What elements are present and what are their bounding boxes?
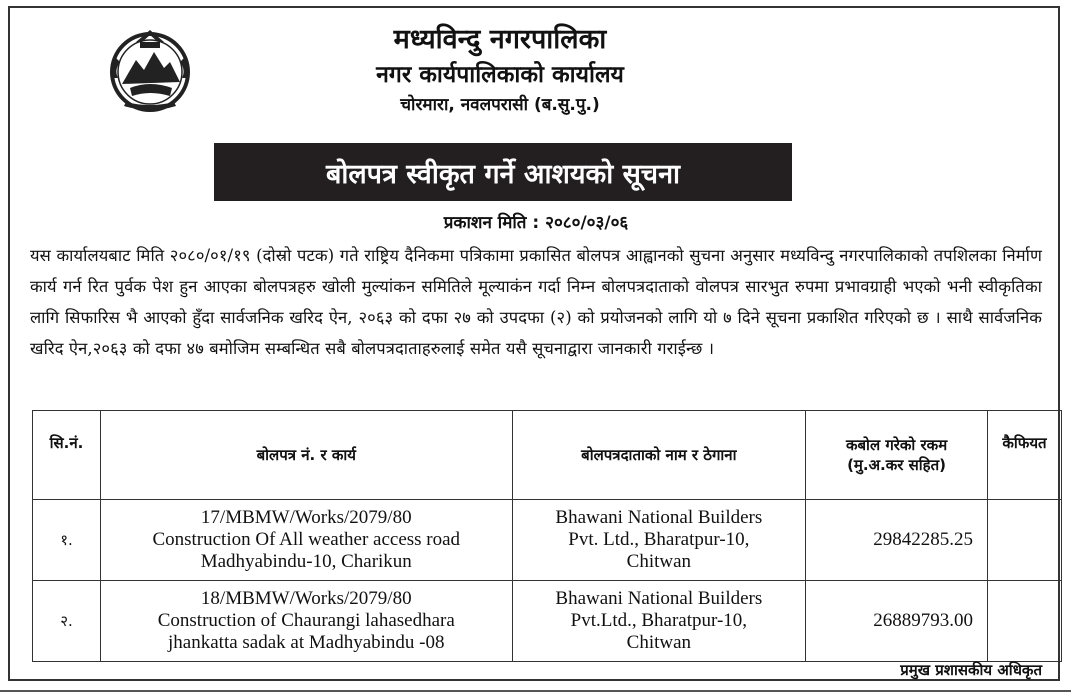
row-serial-number: २. — [33, 581, 101, 662]
organization-name: मध्यविन्दु नगरपालिका — [393, 24, 607, 55]
row-serial-number: १. — [33, 500, 101, 581]
row-bid-number: 18/MBMW/Works/2079/80 — [200, 588, 412, 609]
page-bottom-rule — [0, 690, 1071, 692]
nepal-government-emblem-icon — [100, 22, 200, 114]
row-work-line2: jhankatta sadak at Madhyabindu -08 — [168, 632, 445, 653]
row-bidder-line2: Pvt. Ltd., Bharatpur-10, — [568, 529, 750, 550]
publication-date-line — [10, 210, 1062, 233]
bid-table — [32, 410, 1062, 662]
header-bidder: बोलपत्रदाताको नाम र ठेगाना — [512, 411, 806, 500]
row-remarks — [988, 581, 1062, 662]
office-address: चोरमारा, नवलपरासी (ब.सु.पु.) — [400, 95, 600, 115]
row-bidder-line2: Pvt.Ltd., Bharatpur-10, — [570, 610, 748, 631]
notice-frame — [8, 6, 1060, 681]
row-bidder — [512, 500, 806, 581]
header-amount — [806, 411, 988, 500]
row-amount: 26889793.00 — [806, 581, 988, 662]
header-amount-line1: कबोल गरेको रकम — [845, 436, 948, 454]
table-header-row — [33, 411, 1062, 500]
publication-date-label: प्रकाशन मिति — [443, 213, 527, 233]
row-amount: 29842285.25 — [806, 500, 988, 581]
header-remarks: कैफियत — [988, 411, 1062, 500]
row-bidder-line3: Chitwan — [626, 551, 692, 572]
table-row — [33, 581, 1062, 662]
row-bid-number: 17/MBMW/Works/2079/80 — [200, 507, 412, 528]
row-work-line2: Madhyabindu-10, Charikun — [200, 551, 412, 572]
row-work — [100, 581, 512, 662]
row-bidder — [512, 581, 806, 662]
publication-date-value: २०८०/०३/०६ — [545, 213, 629, 233]
notice-body: यस कार्यालयबाट मिति २०८०/०१/१९ (दोस्रो पटक) गते राष्ट्रिय दैनिकमा पत्रिकामा प्रकासित बोलपत्र आह्वानको सुचना अनुसार मध्यविन्दु नगरपालिकाको तपशिलका निर्माण कार्य गर्न रित पुर्वक पेश हुन आएका बोलपत्रहरु खोली मुल्यांकन समितिले मूल्याकंन गर्दा निम्न बोलपत्रदाताको वोलपत्र सारभुत रुपमा प्रभावग्राही भएको भनी स्वीकृतिका लागि सिफारिस भै आएको हुँदा सार्वजनिक खरिद ऐन, २०६३ को दफा २७ को उपदफा (२) को प्रयोजनको लागि यो ७ दिने सूचना प्रकाशित गरिएको छ । साथै सार्वजनिक खरिद ऐन,२०६३ को दफा ४७ बमोजिम सम्बन्धित सबै बोलपत्रदाताहरुलाई समेत यसै सूचनाद्वारा जानकारी गराईन्छ । — [30, 246, 1043, 358]
office-name: नगर कार्यपालिकाको कार्यालय — [376, 62, 624, 88]
header-bid-and-work: बोलपत्र नं. र कार्य — [100, 411, 512, 500]
row-work-line1: Construction Of All weather access road — [152, 529, 461, 550]
notice-title: बोलपत्र स्वीकृत गर्ने आशयको सूचना — [214, 143, 792, 201]
row-bidder-line3: Chitwan — [626, 632, 692, 653]
office-header — [210, 22, 790, 118]
row-bidder-line1: Bhawani National Builders — [555, 507, 763, 528]
date-separator: : — [532, 213, 546, 233]
header-serial-number: सि.नं. — [33, 411, 101, 500]
row-work — [100, 500, 512, 581]
signatory-title: प्रमुख प्रशासकीय अधिकृत — [900, 661, 1042, 679]
row-work-line1: Construction of Chaurangi lahasedhara — [157, 610, 455, 631]
header-amount-line2: (मु.अ.कर सहित) — [847, 456, 947, 474]
row-remarks — [988, 500, 1062, 581]
table-row — [33, 500, 1062, 581]
row-bidder-line1: Bhawani National Builders — [555, 588, 763, 609]
